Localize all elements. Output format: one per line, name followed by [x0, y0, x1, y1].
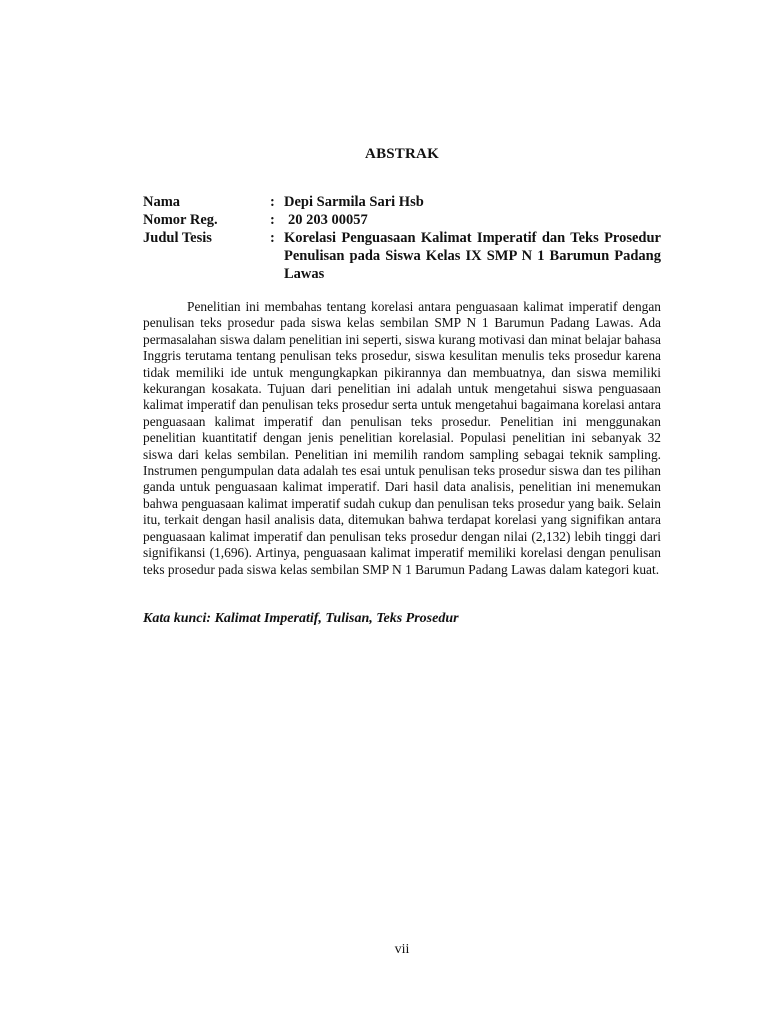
abstract-body: Penelitian ini membahas tentang korelasi antara penguasaan kalimat imperatif dengan penulisan teks prosedur pada siswa kelas sembilan SMP N 1 Barumun Padang Lawas. Ada permasalahan siswa dalam penelitian ini seperti, siswa kurang motivasi dan minat belajar bahasa Inggris terutama tentang penulisan teks prosedur, siswa kesulitan menulis teks prosedur karena tidak memiliki ide untuk mengungkapkan pikirannya dan membuatnya, dan siswa memiliki kekurangan kosakata. Tujuan dari penelitian ini adalah untuk mengetahui siswa penguasaan kalimat imperatif dan penulisan teks prosedur serta untuk mengetahui bagaimana korelasi antara penguasaan kalimat imperatif dan penulisan teks prosedur. Penelitian ini menggunakan penelitian kuantitatif dengan jenis penelitian korelasial. Populasi penelitian ini sebanyak 32 siswa dari kelas sembilan. Penelitian ini memilih random sampling sebagai teknik sampling. Instrumen pengumpulan data adalah tes esai untuk penulisan teks prosedur siswa dan tes pilihan ganda untuk penguasaan kalimat imperatif. Dari hasil data analisis, penelitian ini menemukan bahwa penguasaan kalimat imperatif sudah cukup dan penulisan teks prosedur yang baik. Selain itu, terkait dengan hasil analisis data, ditemukan bahwa terdapat korelasi yang signifikan antara penguasaan kalimat imperatif dan penulisan teks prosedur dengan nilai (2,132) lebih tinggi dari signifikansi (1,696). Artinya, penguasaan kalimat imperatif memiliki korelasi dengan penulisan teks prosedur pada siswa kelas sembilan SMP N 1 Barumun Padang Lawas dalam kategori kuat. [143, 299, 661, 577]
reg-number-value: 20 203 00057 [288, 212, 368, 228]
thesis-title-value: Korelasi Penguasaan Kalimat Imperatif dan Teks Prosedur Penulisan pada Siswa Kelas IX SMP N 1 Barumun Padang Lawas [284, 230, 661, 282]
keywords-line: Kata kunci: Kalimat Imperatif, Tulisan, Teks Prosedur [143, 611, 459, 626]
name-colon: : [270, 194, 275, 210]
author-info-block [143, 193, 661, 283]
page-number: vii [394, 942, 410, 957]
reg-number-colon: : [270, 212, 275, 228]
name-label: Nama [143, 194, 181, 210]
name-value: Depi Sarmila Sari Hsb [284, 194, 424, 210]
thesis-title-label: Judul Tesis [143, 230, 212, 246]
meta-row-thesis-title [143, 229, 661, 283]
thesis-title-colon: : [270, 230, 275, 246]
reg-number-label: Nomor Reg. [143, 212, 218, 228]
meta-row-name [143, 193, 661, 211]
meta-row-reg [143, 211, 661, 229]
abstract-heading: ABSTRAK [365, 146, 439, 162]
